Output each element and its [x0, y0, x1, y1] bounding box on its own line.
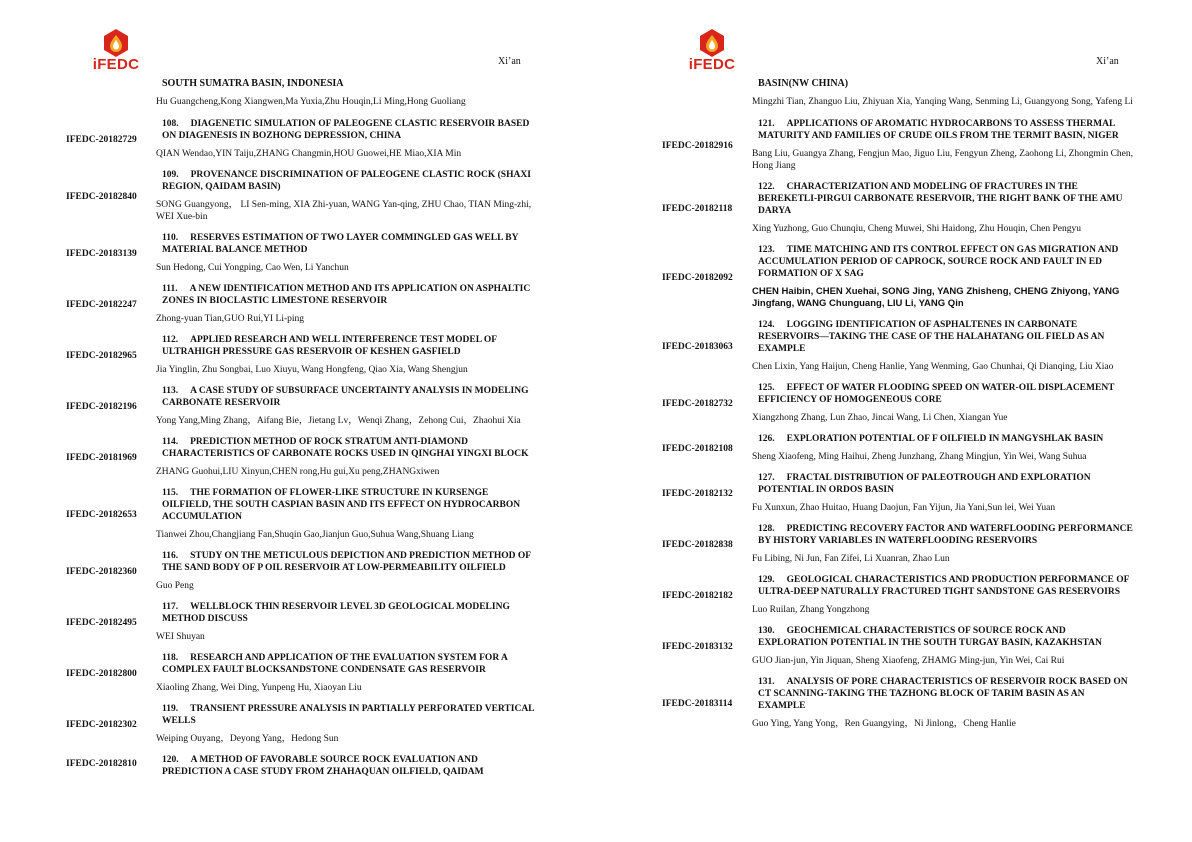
paper-title-line [162, 699, 538, 727]
paper-id: IFEDC-20182302 [66, 719, 137, 730]
paper-body [752, 672, 1134, 735]
paper-entry [66, 330, 538, 381]
paper-title-line [758, 240, 1134, 280]
paper-authors: Yong Yang,Ming Zhang，Aifang Bie，Jietang Lv，Wenqi Zhang，Zehong Cui，Zhaohui Xia [156, 416, 521, 426]
paper-id: IFEDC-20182732 [662, 398, 733, 409]
logo-drop-icon [697, 28, 727, 58]
logo-text: iFEDC [92, 56, 140, 73]
paper-entry [662, 621, 1134, 672]
paper-title: A NEW IDENTIFICATION METHOD AND ITS APPLICATION ON ASPHALTIC ZONES IN BIOCLASTIC LIMESTONE RESERVOIR [162, 284, 531, 306]
paper-body [156, 699, 538, 750]
paper-body [156, 114, 538, 165]
paper-entry [662, 378, 1134, 429]
paper-entry [662, 177, 1134, 240]
paper-body [156, 648, 538, 699]
paper-authors: WEI Shuyan [156, 632, 205, 642]
paper-title-line [758, 468, 1134, 496]
continued-authors: Hu Guangcheng,Kong Xiangwen,Ma Yuxia,Zhu Houqin,Li Ming,Hong Guoliang [156, 97, 466, 107]
paper-id: IFEDC-20182182 [662, 590, 733, 601]
paper-body [156, 483, 538, 546]
paper-body [156, 165, 538, 228]
paper-number: 118. [162, 653, 179, 663]
paper-title: EXPLORATION POTENTIAL OF F OILFIELD IN MANGYSHLAK BASIN [786, 434, 1104, 444]
paper-body [156, 279, 538, 330]
paper-body [156, 381, 538, 432]
paper-number: 120. [162, 755, 179, 765]
paper-id: IFEDC-20182840 [66, 191, 137, 202]
paper-number: 126. [758, 434, 775, 444]
paper-body [752, 114, 1134, 177]
paper-authors: SONG Guangyong， LI Sen-ming, XIA Zhi-yuan, WANG Yan-qing, ZHU Chao, TIAN Ming-zhi, WEI Xue-bin [156, 200, 532, 222]
paper-title-line [162, 279, 538, 307]
paper-body [752, 570, 1134, 621]
paper-title: RESERVES ESTIMATION OF TWO LAYER COMMINGLED GAS WELL BY MATERIAL BALANCE METHOD [162, 233, 519, 255]
paper-body [156, 330, 538, 381]
paper-title: PREDICTION METHOD OF ROCK STRATUM ANTI-DIAMOND CHARACTERISTICS OF CARBONATE ROCKS USED IN QINGHAI YINGXI BLOCK [162, 437, 529, 459]
paper-title-line [758, 429, 1134, 445]
paper-id: IFEDC-20182132 [662, 488, 733, 499]
paper-title: WELLBLOCK THIN RESERVOIR LEVEL 3D GEOLOGICAL MODELING METHOD DISCUSS [162, 602, 510, 624]
paper-entry [662, 315, 1134, 378]
paper-title-line [162, 381, 538, 409]
paper-entry [66, 648, 538, 699]
paper-body [752, 315, 1134, 378]
paper-id: IFEDC-20182838 [662, 539, 733, 550]
paper-title: TRANSIENT PRESSURE ANALYSIS IN PARTIALLY PERFORATED VERTICAL WELLS [162, 704, 534, 726]
paper-title: THE FORMATION OF FLOWER-LIKE STRUCTURE IN KURSENGE OILFIELD, THE SOUTH CASPIAN BASIN AND ITS EFFECT ON HYDROCARBON ACCUMULATION [162, 488, 521, 522]
paper-body [752, 177, 1134, 240]
paper-number: 108. [162, 119, 179, 129]
paper-title-line [162, 648, 538, 676]
paper-entry [66, 114, 538, 165]
paper-id: IFEDC-20182247 [66, 299, 137, 310]
paper-title: STUDY ON THE METICULOUS DEPICTION AND PREDICTION METHOD OF THE SAND BODY OF P OIL RESERVOIR AT LOW-PERMEABILITY OILFIELD [162, 551, 531, 573]
paper-authors: Fu Libing, Ni Jun, Fan Zifei, Li Xuanran, Zhao Lun [752, 554, 950, 564]
city-label: Xi’an [1096, 56, 1119, 67]
paper-entry [66, 546, 538, 597]
paper-title-line [162, 165, 538, 193]
paper-title: RESEARCH AND APPLICATION OF THE EVALUATION SYSTEM FOR A COMPLEX FAULT BLOCKSANDSTONE CONDENSATE GAS RESERVOIR [162, 653, 508, 675]
ifedc-logo [682, 28, 742, 74]
paper-authors: Xiangzhong Zhang, Lun Zhao, Jincai Wang, Li Chen, Xiangan Yue [752, 413, 1008, 423]
paper-title-line [162, 597, 538, 625]
paper-entry [66, 432, 538, 483]
paper-authors: Chen Lixin, Yang Haijun, Cheng Hanlie, Yang Wenming, Gao Chunhai, Qi Dianqing, Liu Xiao [752, 362, 1114, 372]
paper-title: DIAGENETIC SIMULATION OF PALEOGENE CLASTIC RESERVOIR BASED ON DIAGENESIS IN BOZHONG DEPRESSION, CHINA [162, 119, 530, 141]
paper-number: 130. [758, 626, 775, 636]
paper-id: IFEDC-20182360 [66, 566, 137, 577]
paper-number: 128. [758, 524, 775, 534]
paper-title-line [162, 546, 538, 574]
paper-entry [66, 597, 538, 648]
program-list [662, 78, 1134, 735]
paper-title-line [162, 330, 538, 358]
paper-authors: GUO Jian-jun, Yin Jiquan, Sheng Xiaofeng, ZHAMG Ming-jun, Yin Wei, Cai Rui [752, 656, 1065, 666]
paper-id: IFEDC-20182965 [66, 350, 137, 361]
paper-number: 127. [758, 473, 775, 483]
paper-number: 109. [162, 170, 179, 180]
paper-body [156, 546, 538, 597]
paper-id: IFEDC-20182729 [66, 134, 137, 145]
paper-number: 123. [758, 245, 775, 255]
paper-id: IFEDC-20182196 [66, 401, 137, 412]
paper-authors: Xiaoling Zhang, Wei Ding, Yunpeng Hu, Xiaoyan Liu [156, 683, 362, 693]
paper-id: IFEDC-20182800 [66, 668, 137, 679]
paper-authors: Fu Xunxun, Zhao Huitao, Huang Daojun, Fan Yijun, Jia Yani,Sun lei, Wei Yuan [752, 503, 1056, 513]
paper-entry [66, 381, 538, 432]
paper-number: 110. [162, 233, 179, 243]
paper-body [752, 468, 1134, 519]
paper-title: GEOCHEMICAL CHARACTERISTICS OF SOURCE ROCK AND EXPLORATION POTENTIAL IN THE SOUTH TURGAY BASIN, KAZAKHSTAN [758, 626, 1102, 648]
paper-title-line [758, 519, 1134, 547]
paper-authors: Jia Yinglin, Zhu Songbai, Luo Xiuyu, Wang Hongfeng, Qiao Xia, Wang Shengjun [156, 365, 468, 375]
logo-drop-icon [101, 28, 131, 58]
paper-number: 125. [758, 383, 775, 393]
paper-id: IFEDC-20182118 [662, 203, 733, 214]
paper-id: IFEDC-20183132 [662, 641, 733, 652]
paper-authors: Luo Ruilan, Zhang Yongzhong [752, 605, 870, 615]
paper-entry [66, 483, 538, 546]
paper-number: 122. [758, 182, 775, 192]
paper-authors: ZHANG Guohui,LIU Xinyun,CHEN rong,Hu gui,Xu peng,ZHANGxiwen [156, 467, 440, 477]
paper-authors: Guo Peng [156, 581, 194, 591]
paper-body [752, 621, 1134, 672]
paper-number: 116. [162, 551, 179, 561]
paper-title: ANALYSIS OF PORE CHARACTERISTICS OF RESERVOIR ROCK BASED ON CT SCANNING-TAKING THE TAZHONG BLOCK OF TARIM BASIN AS AN EXAMPLE [758, 677, 1128, 711]
paper-entry [662, 429, 1134, 468]
paper-number: 114. [162, 437, 179, 447]
paper-title-line [758, 114, 1134, 142]
paper-entry [66, 750, 538, 778]
paper-entry [662, 519, 1134, 570]
paper-body [156, 432, 538, 483]
paper-number: 131. [758, 677, 775, 687]
paper-entry [66, 165, 538, 228]
paper-id: IFEDC-20183063 [662, 341, 733, 352]
paper-title: TIME MATCHING AND ITS CONTROL EFFECT ON GAS MIGRATION AND ACCUMULATION PERIOD OF CAPROCK, SOURCE ROCK AND FAULT IN ED FORMATION OF X SAG [758, 245, 1119, 279]
paper-authors: Guo Ying, Yang Yong，Ren Guangying，Ni Jinlong，Cheng Hanlie [752, 719, 1016, 729]
paper-authors: QIAN Wendao,YIN Taiju,ZHANG Changmin,HOU Guowei,HE Miao,XIA Min [156, 149, 462, 159]
paper-id: IFEDC-20182495 [66, 617, 137, 628]
paper-entry [66, 228, 538, 279]
paper-entry [662, 570, 1134, 621]
paper-title-line [162, 750, 538, 778]
city-label: Xi’an [498, 56, 521, 67]
paper-title: APPLIED RESEARCH AND WELL INTERFERENCE TEST MODEL OF ULTRAHIGH PRESSURE GAS RESERVOIR OF KESHEN GASFIELD [162, 335, 497, 357]
paper-number: 117. [162, 602, 179, 612]
program-list [66, 78, 538, 778]
paper-authors: Sheng Xiaofeng, Ming Haihui, Zheng Junzhang, Zhang Mingjun, Yin Wei, Wang Suhua [752, 452, 1087, 462]
paper-id: IFEDC-20182653 [66, 509, 137, 520]
paper-authors: Bang Liu, Guangya Zhang, Fengjun Mao, Jiguo Liu, Fengyun Zheng, Zaohong Li, Zhongmin Chen, Hong Jiang [752, 149, 1134, 171]
paper-entry [66, 699, 538, 750]
paper-entry [662, 672, 1134, 735]
paper-authors: Zhong-yuan Tian,GUO Rui,YI Li-ping [156, 314, 305, 324]
paper-id: IFEDC-20182810 [66, 759, 137, 769]
paper-authors: Sun Hedong, Cui Yongping, Cao Wen, Li Yanchun [156, 263, 349, 273]
paper-authors: Xing Yuzhong, Guo Chunqiu, Cheng Muwei, Shi Haidong, Zhu Houqin, Chen Pengyu [752, 224, 1081, 234]
continued-title: SOUTH SUMATRA BASIN, INDONESIA [162, 78, 344, 89]
paper-id: IFEDC-20182916 [662, 140, 733, 151]
paper-title-line [758, 378, 1134, 406]
paper-number: 121. [758, 119, 775, 129]
ifedc-logo [86, 28, 146, 74]
paper-title: GEOLOGICAL CHARACTERISTICS AND PRODUCTION PERFORMANCE OF ULTRA-DEEP NATURALLY FRACTURED TIGHT SANDSTONE GAS RESERVOIRS [758, 575, 1130, 597]
paper-id: IFEDC-20182092 [662, 272, 733, 283]
paper-id: IFEDC-20183114 [662, 698, 733, 709]
continued-authors: Mingzhi Tian, Zhanguo Liu, Zhiyuan Xia, Yanqing Wang, Senming Li, Guangyong Song, Yafeng Li [752, 97, 1133, 107]
paper-title-line [162, 114, 538, 142]
paper-number: 124. [758, 320, 775, 330]
paper-body [752, 429, 1134, 468]
paper-number: 112. [162, 335, 179, 345]
paper-authors: CHEN Haibin, CHEN Xuehai, SONG Jing, YANG Zhisheng, CHENG Zhiyong, YANG Jingfang, WANG Chunguang, LIU Li, YANG Qin [752, 286, 1120, 309]
paper-body [752, 519, 1134, 570]
paper-title: PROVENANCE DISCRIMINATION OF PALEOGENE CLASTIC ROCK (SHAXI REGION, QAIDAM BASIN) [162, 170, 531, 192]
paper-body [752, 378, 1134, 429]
paper-id: IFEDC-20183139 [66, 248, 137, 259]
continued-title: BASIN(NW CHINA) [758, 78, 849, 89]
paper-title-line [758, 570, 1134, 598]
paper-entry [662, 114, 1134, 177]
paper-number: 129. [758, 575, 775, 585]
paper-number: 115. [162, 488, 179, 498]
paper-entry [66, 279, 538, 330]
paper-title: EFFECT OF WATER FLOODING SPEED ON WATER-OIL DISPLACEMENT EFFICIENCY OF HOMOGENEOUS CORE [758, 383, 1115, 405]
paper-body [156, 228, 538, 279]
right-page [596, 0, 1192, 842]
paper-title-line [162, 483, 538, 523]
paper-title-line [758, 672, 1134, 712]
paper-id: IFEDC-20181969 [66, 452, 137, 463]
paper-entry [662, 240, 1134, 315]
paper-entry [662, 468, 1134, 519]
paper-title: LOGGING IDENTIFICATION OF ASPHALTENES IN CARBONATE RESERVOIRS—TAKING THE CASE OF THE HALAHATANG OIL FIELD AS AN EXAMPLE [758, 320, 1105, 354]
paper-title-line [162, 228, 538, 256]
paper-authors: Tianwei Zhou,Changjiang Fan,Shuqin Gao,Jianjun Guo,Suhua Wang,Shuang Liang [156, 530, 474, 540]
paper-title: A CASE STUDY OF SUBSURFACE UNCERTAINTY ANALYSIS IN MODELING CARBONATE RESERVOIR [162, 386, 529, 408]
paper-title: CHARACTERIZATION AND MODELING OF FRACTURES IN THE BEREKETLI-PIRGUI CARBONATE RESERVOIR, THE RIGHT BANK OF THE AMU DARYA [758, 182, 1123, 216]
paper-title-line [758, 621, 1134, 649]
paper-body [156, 597, 538, 648]
paper-title-line [758, 315, 1134, 355]
paper-title-line [758, 177, 1134, 217]
paper-title: A METHOD OF FAVORABLE SOURCE ROCK EVALUATION AND PREDICTION A CASE STUDY FROM ZHAHAQUAN OILFIELD, QAIDAM [162, 755, 484, 777]
paper-body [156, 750, 538, 778]
paper-title: FRACTAL DISTRIBUTION OF PALEOTROUGH AND EXPLORATION POTENTIAL IN ORDOS BASIN [758, 473, 1091, 495]
paper-number: 119. [162, 704, 179, 714]
paper-number: 111. [162, 284, 178, 294]
paper-title-line [162, 432, 538, 460]
paper-title: PREDICTING RECOVERY FACTOR AND WATERFLOODING PERFORMANCE BY HISTORY VARIABLES IN WATERFLOODING RESERVOIRS [758, 524, 1133, 546]
logo-text: iFEDC [688, 56, 736, 73]
paper-authors: Weiping Ouyang，Deyong Yang，Hedong Sun [156, 734, 339, 744]
paper-number: 113. [162, 386, 179, 396]
paper-body [752, 240, 1134, 315]
paper-title: APPLICATIONS OF AROMATIC HYDROCARBONS TO ASSESS THERMAL MATURITY AND FAMILIES OF CRUDE OILS FROM THE TERMIT BASIN, NIGER [758, 119, 1119, 141]
paper-id: IFEDC-20182108 [662, 443, 733, 454]
